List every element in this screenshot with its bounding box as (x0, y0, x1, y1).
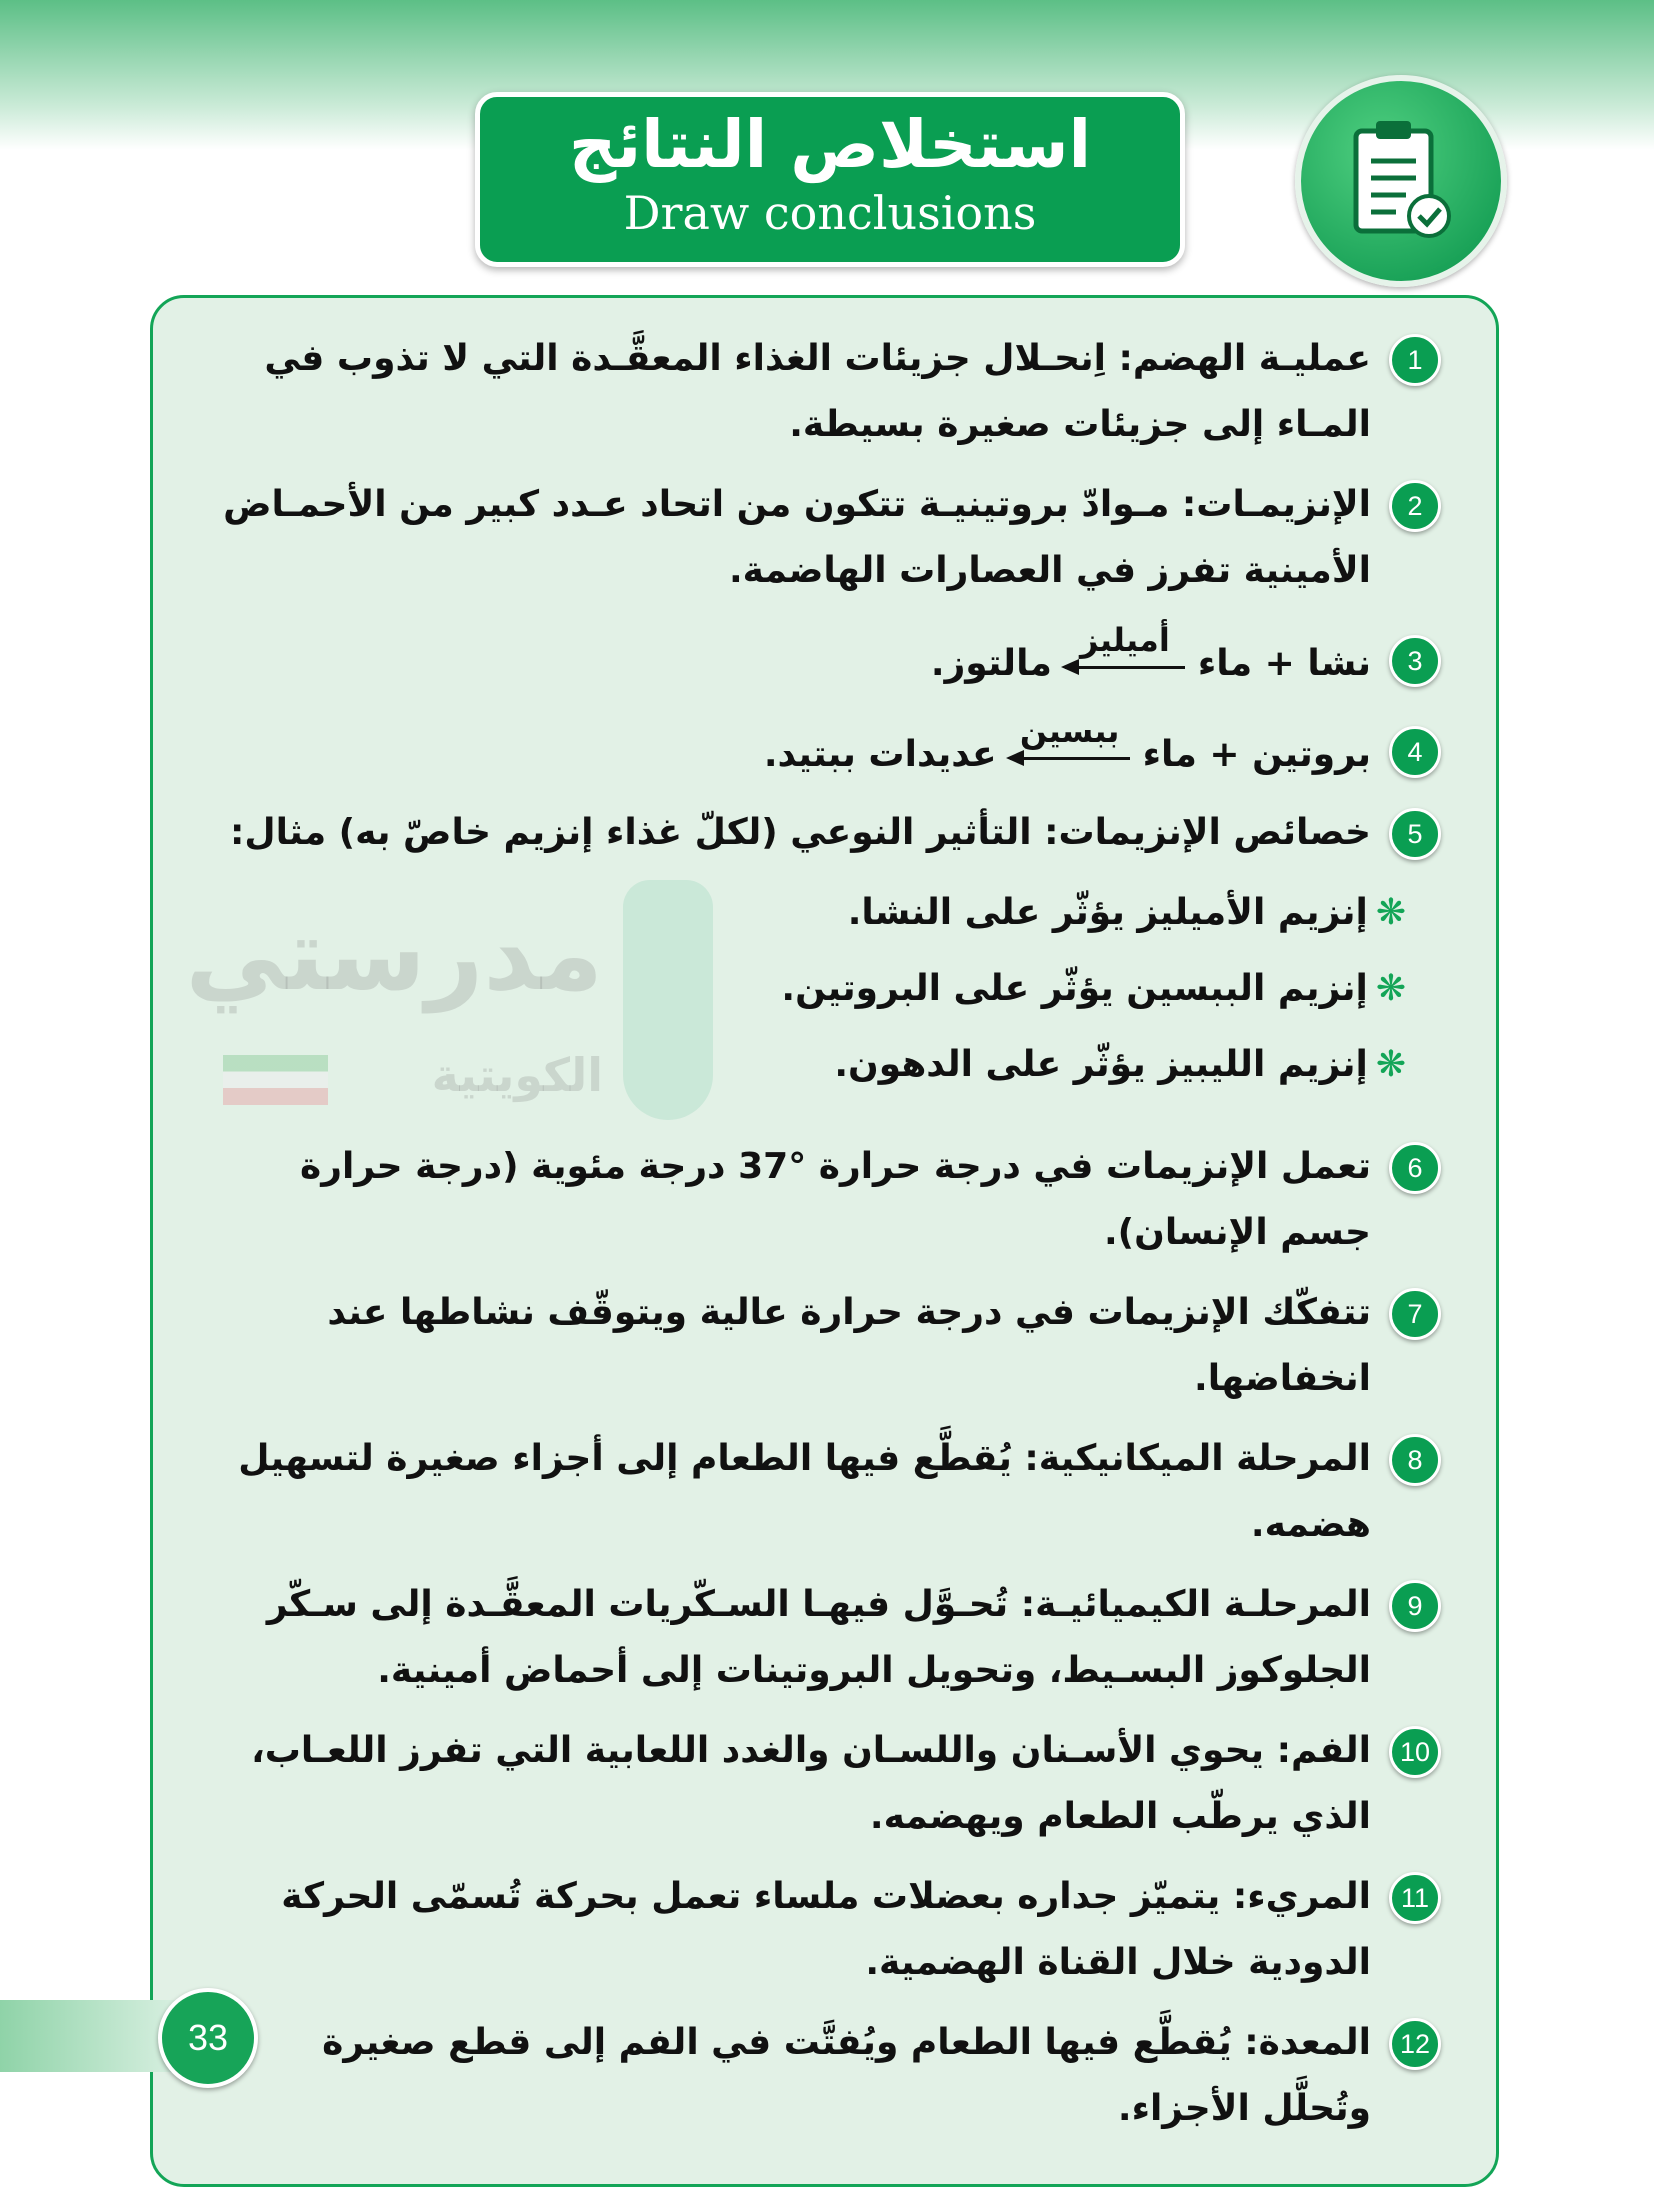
conclusion-text: تتفكّك الإنزيمات في درجة حرارة عالية ويتوقّف نشاطها عند انخفاضها. (327, 1292, 1371, 1399)
item-number: 5 (1389, 808, 1441, 860)
bullet-star-icon: ❋ (1375, 892, 1406, 933)
enzyme-label: ببسين (1019, 712, 1120, 750)
item-number: 2 (1389, 480, 1441, 532)
list-item (153, 1718, 1496, 1850)
section-title (475, 92, 1185, 267)
item-number: 1 (1389, 334, 1441, 386)
conclusion-text: خصائص الإنزيمات: التأثير النوعي (لكلّ غذاء إنزيم خاصّ به) مثال: (230, 812, 1371, 853)
watermark-subtext: الكويتية (431, 1048, 603, 1102)
list-item (153, 472, 1496, 604)
conclusion-text: المرحلة الميكانيكية: يُقطَّع فيها الطعام إلى أجزاء صغيرة لتسهيل هضمه. (238, 1438, 1371, 1545)
bullet-text: إنزيم الببسين يؤثّر على البروتين. (781, 968, 1368, 1009)
item-number: 8 (1389, 1434, 1441, 1486)
bullet-text: إنزيم الليبيز يؤثّر على الدهون. (834, 1044, 1368, 1085)
arrow-icon (1065, 666, 1185, 669)
item-number: 11 (1389, 1872, 1441, 1924)
bullet-item (713, 956, 1406, 1022)
list-item (153, 1572, 1496, 1704)
item-number: 12 (1389, 2018, 1441, 2070)
enzyme-label: أميليز (1079, 621, 1170, 659)
list-item (153, 2010, 1496, 2142)
products: عديدات ببتيد. (763, 734, 997, 775)
list-item (153, 618, 1496, 695)
conclusion-text: الفم: يحوي الأسـنان واللسـان والغدد اللعابية التي تفرز اللعـاب، الذي يرطّب الطعام ويهضمه. (251, 1730, 1371, 1837)
reactants: نشا + ماء (1197, 643, 1371, 684)
conclusion-text: المعدة: يُقطَّع فيها الطعام ويُفتَّت في الفم إلى قطع صغيرة وتُحلَّل الأجزاء. (322, 2022, 1371, 2129)
item-number: 6 (1389, 1142, 1441, 1194)
watermark (153, 880, 713, 1120)
reactants: بروتين + ماء (1142, 734, 1371, 775)
list-item (153, 1280, 1496, 1412)
bullet-text: إنزيم الأميليز يؤثّر على النشا. (847, 892, 1368, 933)
conclusions-panel (150, 295, 1499, 2187)
item-number: 7 (1389, 1288, 1441, 1340)
conclusion-text: الإنزيمـات: مـوادّ بروتينيـة تتكون من اتحاد عـدد كبير من الأحمـاض الأمينية تفرز في العصارات الهاضمة. (223, 484, 1371, 591)
products: مالتوز. (930, 643, 1052, 684)
item-number: 10 (1389, 1726, 1441, 1778)
title-english: Draw conclusions (623, 186, 1037, 240)
page-number: 33 (158, 1988, 258, 2088)
watermark-flag (223, 1055, 328, 1105)
clipboard-check-icon (1295, 75, 1507, 287)
arrow-icon (1010, 757, 1130, 760)
bullet-star-icon: ❋ (1375, 968, 1406, 1009)
list-item (153, 1426, 1496, 1558)
bullet-item (713, 1032, 1406, 1098)
bullet-list (713, 880, 1496, 1120)
item-number: 4 (1389, 726, 1441, 778)
conclusion-text: المريء: يتميّز جداره بعضلات ملساء تعمل بحركة تُسمّى الحركة الدودية خلال القناة الهضمية. (281, 1876, 1371, 1983)
list-item (153, 1134, 1496, 1266)
reaction-equation (153, 709, 1371, 786)
bullet-item (713, 880, 1406, 946)
conclusion-text: عمليـة الهضم: اِنحـلال جزيئات الغذاء المعقَّـدة التي لا تذوب في المـاء إلى جزيئات صغيرة بسيطة. (264, 338, 1371, 445)
list-item (153, 709, 1496, 786)
title-arabic: استخلاص النتائج (568, 106, 1092, 183)
reaction-equation (153, 618, 1371, 695)
conclusion-text: المرحلـة الكيميائيـة: تُحـوَّل فيهـا السـكّريات المعقَّـدة إلى سـكّر الجلوكوز البسـيط، وتحويل البروتينات إلى أحماض أمينية. (266, 1584, 1371, 1691)
list-item (153, 326, 1496, 458)
watermark-logo (623, 880, 713, 1120)
item-number: 3 (1389, 635, 1441, 687)
item-number: 9 (1389, 1580, 1441, 1632)
bullet-zone (153, 880, 1496, 1120)
conclusion-text: تعمل الإنزيمات في درجة حرارة °37 درجة مئوية (درجة حرارة جسم الإنسان). (299, 1146, 1371, 1253)
bullet-star-icon: ❋ (1375, 1044, 1406, 1085)
list-item (153, 1864, 1496, 1996)
list-item (153, 800, 1496, 866)
watermark-text: مدرستي (185, 896, 603, 1013)
